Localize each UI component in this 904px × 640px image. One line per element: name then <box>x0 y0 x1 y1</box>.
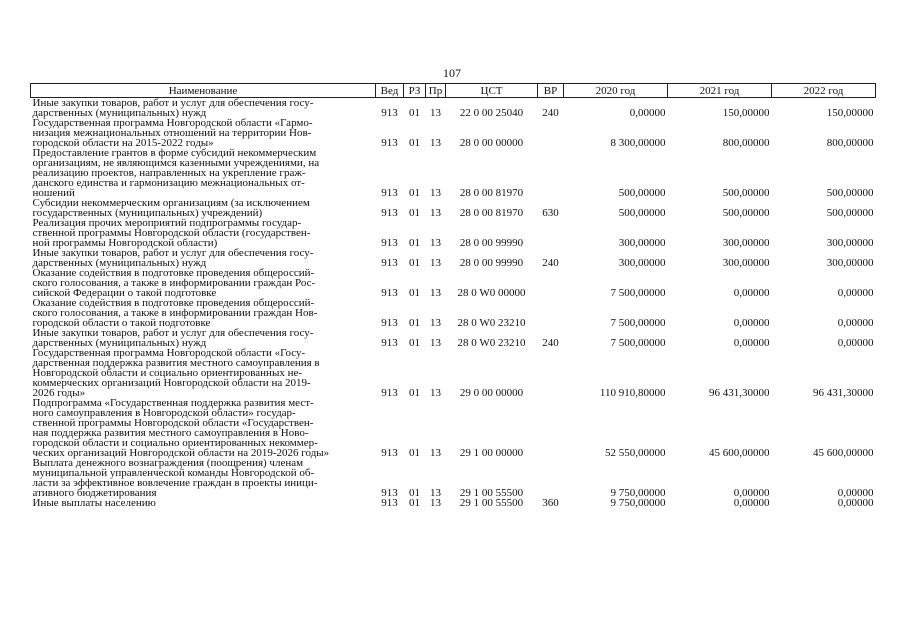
row-vr <box>538 118 564 148</box>
row-pr: 13 <box>430 257 441 269</box>
row-ved: 913 <box>381 237 398 249</box>
row-vr <box>538 298 564 328</box>
row-2022: 0,00000 <box>837 497 874 509</box>
row-cst: 28 0 W0 23210 <box>457 317 526 329</box>
row-rz: 01 <box>409 387 420 399</box>
row-ved: 913 <box>381 107 398 119</box>
row-rz: 01 <box>409 317 420 329</box>
row-rz: 01 <box>409 447 420 459</box>
row-pr: 13 <box>430 387 441 399</box>
row-2020: 7 500,00000 <box>610 287 666 299</box>
header-name: Наименование <box>31 84 376 98</box>
row-2022: 96 431,30000 <box>813 387 874 399</box>
row-2020: 300,00000 <box>618 257 666 269</box>
row-name: Оказание содействия в подготовке проведения общероссий- ского голосования, а также в информировании граждан Рос- сийской Федерации о такой подготовке <box>32 267 316 299</box>
row-pr: 13 <box>430 237 441 249</box>
header-ved: Вед <box>376 84 404 98</box>
table-row <box>31 348 876 398</box>
row-cst: 29 1 00 55500 <box>459 487 524 499</box>
table-row <box>31 498 876 508</box>
row-2020: 300,00000 <box>618 237 666 249</box>
row-ved: 913 <box>381 187 398 199</box>
row-vr <box>538 348 564 398</box>
header-pr: Пр <box>426 84 446 98</box>
row-name: Реализация прочих мероприятий подпрограммы государ- ственной программы Новгородской области (государствен- ной программы Новгородской области) <box>32 217 311 249</box>
row-vr <box>538 268 564 298</box>
row-rz: 01 <box>409 237 420 249</box>
row-pr: 13 <box>430 207 441 219</box>
row-2020: 8 300,00000 <box>610 137 666 149</box>
header-2022: 2022 год <box>772 84 876 98</box>
row-cst: 28 0 W0 23210 <box>457 337 526 349</box>
row-cst: 28 0 00 99990 <box>459 237 524 249</box>
row-2022: 500,00000 <box>826 187 874 199</box>
header-2021: 2021 год <box>668 84 772 98</box>
row-pr: 13 <box>430 317 441 329</box>
row-rz: 01 <box>409 257 420 269</box>
table-row <box>31 198 876 218</box>
row-cst: 28 0 00 99990 <box>459 257 524 269</box>
header-rz: РЗ <box>404 84 426 98</box>
row-2022: 150,00000 <box>826 107 874 119</box>
row-2021: 96 431,30000 <box>709 387 770 399</box>
row-2020: 9 750,00000 <box>610 487 666 499</box>
row-cst: 29 1 00 00000 <box>459 447 524 459</box>
row-vr: 630 <box>542 207 559 219</box>
row-ved: 913 <box>381 447 398 459</box>
row-2020: 7 500,00000 <box>610 337 666 349</box>
row-2020: 52 550,00000 <box>605 447 666 459</box>
row-2022: 0,00000 <box>837 317 874 329</box>
row-2021: 500,00000 <box>722 207 770 219</box>
header-cst: ЦСТ <box>446 84 538 98</box>
table-row <box>31 268 876 298</box>
row-vr: 240 <box>542 107 559 119</box>
header-vr: ВР <box>538 84 564 98</box>
row-rz: 01 <box>409 487 420 499</box>
row-cst: 29 0 00 00000 <box>459 387 524 399</box>
row-vr <box>538 398 564 458</box>
row-2022: 800,00000 <box>826 137 874 149</box>
table-row <box>31 248 876 268</box>
row-rz: 01 <box>409 137 420 149</box>
row-ved: 913 <box>381 387 398 399</box>
row-name: Выплата денежного вознаграждения (поощрения) членам муниципальной управленческой команды Новгородской об- ласти за эффективное вовлечение граждан в проекты иници- ативного бюджетирования <box>32 457 318 499</box>
table-header-row <box>31 84 876 98</box>
row-2021: 0,00000 <box>733 487 770 499</box>
row-2020: 0,00000 <box>629 107 666 119</box>
row-vr <box>538 218 564 248</box>
row-2021: 0,00000 <box>733 497 770 509</box>
row-ved: 913 <box>381 487 398 499</box>
row-cst: 28 0 W0 00000 <box>457 287 526 299</box>
table-row <box>31 298 876 328</box>
row-rz: 01 <box>409 207 420 219</box>
row-2020: 7 500,00000 <box>610 317 666 329</box>
row-2022: 500,00000 <box>826 207 874 219</box>
table-row <box>31 148 876 198</box>
row-2021: 45 600,00000 <box>709 447 770 459</box>
row-name: Государственная программа Новгородской области «Гармо- низация межнациональных отношений на территории Нов- городской области на 2015-2022 годы» <box>32 117 313 149</box>
row-name: Иные закупки товаров, работ и услуг для обеспечения госу- дарственных (муниципальных) нужд <box>32 327 314 349</box>
row-2021: 0,00000 <box>733 287 770 299</box>
row-ved: 913 <box>381 497 398 509</box>
row-name: Предоставление грантов в форме субсидий некоммерческим организациям, не являющимся казенными учреждениями, на реализацию проектов, направленных на укрепление граж- данского единства и гармонизацию межнациональных от- ношений <box>32 147 320 199</box>
row-2021: 300,00000 <box>722 237 770 249</box>
row-pr: 13 <box>430 497 441 509</box>
page-number: 107 <box>443 66 461 80</box>
row-cst: 28 0 00 00000 <box>459 137 524 149</box>
table-row <box>31 328 876 348</box>
row-pr: 13 <box>430 187 441 199</box>
row-2021: 150,00000 <box>722 107 770 119</box>
row-name: Подпрограмма «Государственная поддержка развития мест- ного самоуправления в Новгородской области» государ- ственной программы Новгородской области «Государствен- ная поддержка развития местного самоуправления в Ново- городской области и социально ориентированных некоммер- ческих организаций Новгородской области на 2019-2026 годы» <box>32 397 330 459</box>
row-pr: 13 <box>430 447 441 459</box>
row-cst: 22 0 00 25040 <box>459 107 524 119</box>
row-rz: 01 <box>409 107 420 119</box>
row-ved: 913 <box>381 287 398 299</box>
row-2020: 500,00000 <box>618 187 666 199</box>
row-vr: 240 <box>542 337 559 349</box>
row-cst: 28 0 00 81970 <box>459 187 524 199</box>
row-vr <box>538 148 564 198</box>
row-name: Государственная программа Новгородской области «Госу- дарственная поддержка развития местного самоуправления в Новгородской области и социально ориентированных не- коммерческих организаций Новгородской области на 2019- 2026 годы» <box>32 347 320 399</box>
table-row <box>31 118 876 148</box>
row-2021: 0,00000 <box>733 337 770 349</box>
row-2022: 45 600,00000 <box>813 447 874 459</box>
row-rz: 01 <box>409 187 420 199</box>
row-name: Иные закупки товаров, работ и услуг для обеспечения госу- дарственных (муниципальных) нужд <box>32 247 314 269</box>
row-ved: 913 <box>381 337 398 349</box>
row-pr: 13 <box>430 287 441 299</box>
row-2020: 110 910,80000 <box>599 387 666 399</box>
budget-table <box>30 83 876 508</box>
table-row <box>31 218 876 248</box>
row-2022: 0,00000 <box>837 487 874 499</box>
row-2022: 0,00000 <box>837 287 874 299</box>
row-pr: 13 <box>430 137 441 149</box>
row-cst: 28 0 00 81970 <box>459 207 524 219</box>
row-cst: 29 1 00 55500 <box>459 497 524 509</box>
row-2020: 9 750,00000 <box>610 497 666 509</box>
table-row <box>31 398 876 458</box>
row-pr: 13 <box>430 487 441 499</box>
table-row <box>31 458 876 498</box>
row-rz: 01 <box>409 337 420 349</box>
row-2022: 300,00000 <box>826 257 874 269</box>
row-ved: 913 <box>381 317 398 329</box>
row-2022: 300,00000 <box>826 237 874 249</box>
row-2021: 500,00000 <box>722 187 770 199</box>
row-name: Иные закупки товаров, работ и услуг для обеспечения госу- дарственных (муниципальных) нужд <box>32 97 314 119</box>
row-vr <box>538 458 564 498</box>
row-ved: 913 <box>381 207 398 219</box>
row-pr: 13 <box>430 337 441 349</box>
row-vr: 240 <box>542 257 559 269</box>
row-ved: 913 <box>381 137 398 149</box>
row-ved: 913 <box>381 257 398 269</box>
row-2022: 0,00000 <box>837 337 874 349</box>
row-pr: 13 <box>430 107 441 119</box>
header-2020: 2020 год <box>564 84 668 98</box>
row-rz: 01 <box>409 287 420 299</box>
table-row <box>31 98 876 119</box>
row-2020: 500,00000 <box>618 207 666 219</box>
row-vr: 360 <box>542 497 559 509</box>
row-2021: 800,00000 <box>722 137 770 149</box>
row-2021: 0,00000 <box>733 317 770 329</box>
row-rz: 01 <box>409 497 420 509</box>
row-name: Субсидии некоммерческим организациям (за исключением государственных (муниципальных) учреждений) <box>32 197 310 219</box>
row-name: Оказание содействия в подготовке проведения общероссий- ского голосования, а также в информировании граждан Нов- городской области о такой подготовке <box>32 297 318 329</box>
row-name: Иные выплаты населению <box>32 497 156 509</box>
row-2021: 300,00000 <box>722 257 770 269</box>
